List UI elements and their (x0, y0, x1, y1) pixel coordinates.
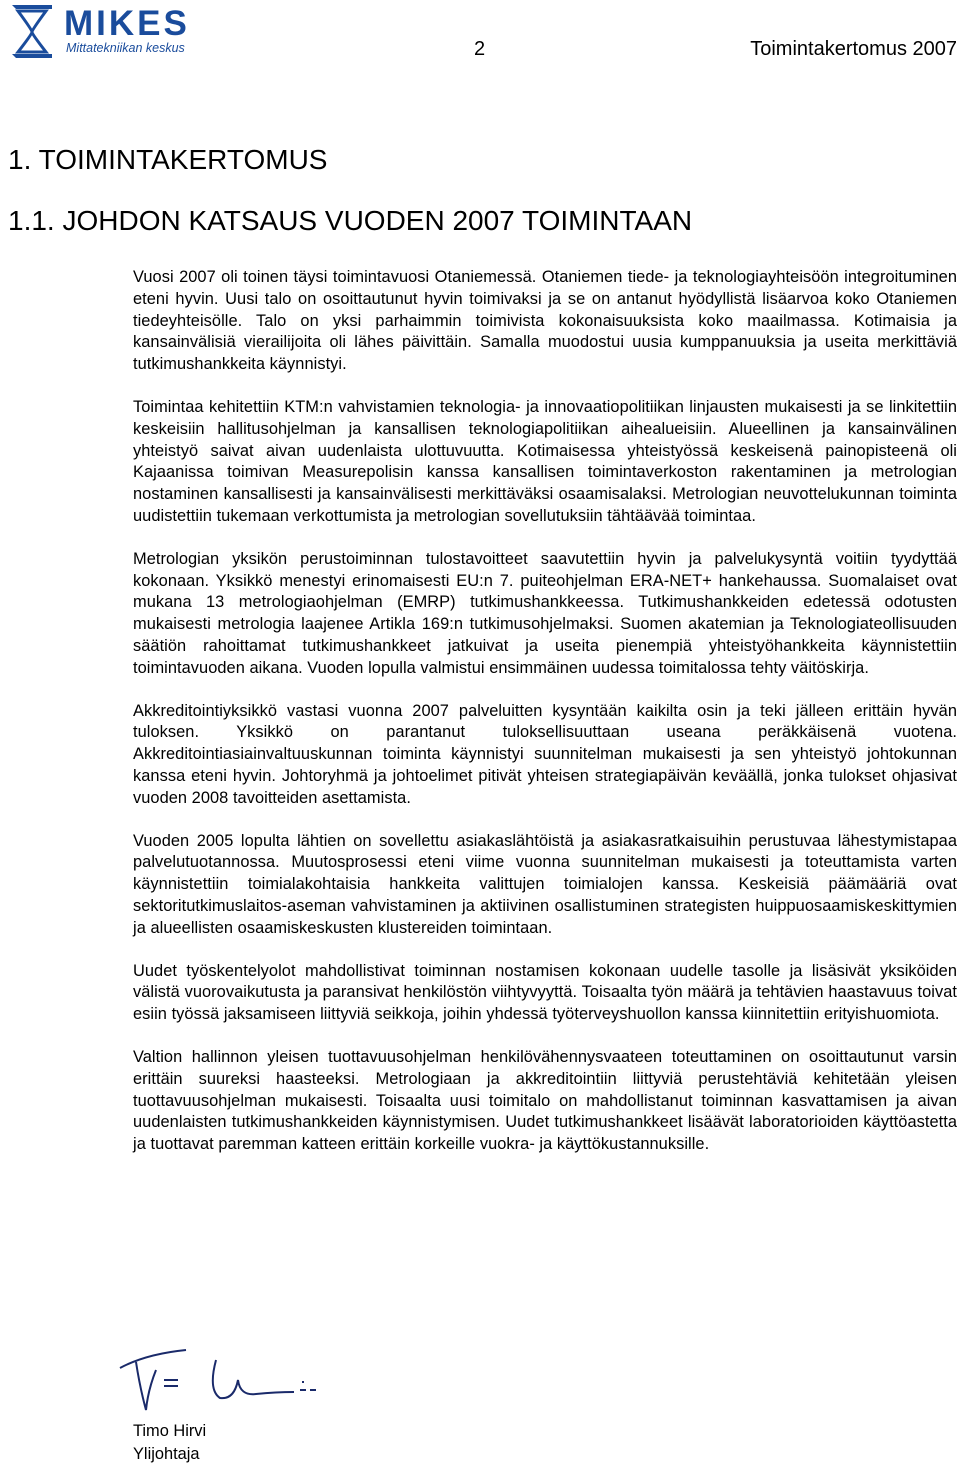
section-title: 1.1. JOHDON KATSAUS VUODEN 2007 TOIMINTAAN (8, 205, 693, 236)
paragraph: Vuoden 2005 lopulta lähtien on sovellettu asiakaslähtöistä ja asiakasratkaisuihin perustuvaa lähestymistapaa palvelutuotannossa. Muutosprosessi eteni viime vuonna suunnitelman mukaisesti ja toteuttamista varten käynnistettiin toimialakohtaisia hankkeita valittujen toimialojen kanssa. Keskeisiä päämääriä ovat sektoritutkimuslaitos-aseman vahvistaminen ja aktiivinen osallistuminen strategisten huippuosaamiskeskittymien ja alueellisten osaamiskeskusten klustereiden toimintaan. (133, 831, 957, 937)
signer-role: Ylijohtaja (133, 1445, 200, 1463)
running-title: Toimintakertomus 2007 (750, 38, 957, 60)
logo-wordmark: MIKES (64, 4, 190, 43)
page-number: 2 (474, 38, 486, 60)
paragraph: Uudet työskentelyolot mahdollistivat toiminnan nostamisen kokonaan uudelle tasolle ja lisäsivät yksiköiden välistä vuorovaikutusta ja paransivat henkilöstön viihtyvyyttä. Toisaalta työn määrä ja tehtävien haastavuus toivat esiin työssä jaksamiseen liittyviä seikkoja, joihin yhdessä työterveyshuollon kanssa kiinnitettiin erityishuomiota. (133, 961, 957, 1024)
paragraph: Vuosi 2007 oli toinen täysi toimintavuosi Otaniemessä. Otaniemen tiede- ja teknologiayhteisöön integroituminen eteni hyvin. Uusi talo on osoittautunut hyvin toimivaksi ja se on antanut hyödyllistä lisäarvoa koko Otaniemen tiedeyhteisölle. Talo on yksi parhaimmin toimivista kokonaisuuksista koko maailmassa. Kotimaisia ja kansainvälisiä vierailijoita oli lähes päivittäin. Samalla muodostui uusia kumppanuuksia ja useita merkittäviä tutkimushankkeita käynnistyi. (133, 268, 957, 374)
logo-subtitle: Mittatekniikan keskus (66, 41, 185, 55)
paragraph: Akkreditointiyksikkö vastasi vuonna 2007 palveluitten kysyntään kaikilta osin ja teki jälleen erittäin hyvän tuloksen. Yksikkö on parantanut tuloksellisuuttaan useana peräkkäisenä vuotena. Akkreditointiasiainvaltuuskunnan toiminta käynnistyi suunnitelman mukaisesti ja sen yhteistyö johtokunnan kanssa eteni hyvin. Johtoryhmä ja johtoelimet pitivät yhteisen strategiapäivän keväällä, jonka tulokset ohjasivat vuoden 2008 tavoitteiden asettamista. (133, 701, 957, 807)
body-text (133, 267, 957, 1177)
handwritten-signature (116, 1340, 326, 1420)
signer-block (133, 1420, 206, 1466)
chapter-title: 1. TOIMINTAKERTOMUS (8, 144, 328, 175)
paragraph: Toimintaa kehitettiin KTM:n vahvistamien teknologia- ja innovaatiopolitiikan linjausten mukaisesti ja se linkitettiin keskeisiin hallitusohjelman ja kansallisen teknologiapolitiikan aihealueisiin. Alueellinen ja kansainvälinen yhteistyö saivat aivan uudenlaista ulottuvuutta. Kotimaisessa yhteistyössä keskeisenä painopisteenä oli Kajaanissa toimivan Measurepolisin kanssa kansallisen toimintaverkoston rakentaminen ja metrologian nostaminen kansallisesti ja kansainvälisesti merkittäväksi osaamisalaksi. Metrologian neuvottelukunnan toiminta uudistettiin tukemaan verkottumista ja metrologian sovellutuksiin tähtäävää toimintaa. (133, 397, 957, 525)
signer-name: Timo Hirvi (133, 1422, 207, 1440)
paragraph: Metrologian yksikön perustoiminnan tulostavoitteet saavutettiin hyvin ja palvelukysyntä voitiin tyydyttää kokonaan. Yksikkö menestyi erinomaisesti EU:n 7. puiteohjelman ERA-NET+ hankehaussa. Suomalaiset ovat mukana 13 metrologiaohjelman (EMRP) tutkimushankkeessa. Tutkimushankkeiden edetessä odotusten mukaisesti metrologia laajenee Artikla 169:n tutkimusohjelmaksi. Suomen akatemian ja Teknologiateollisuuden säätiön rahoittamat tutkimushankkeet jatkuivat ja useita pienempiä yhteistyöhankkeita käynnistettiin toimintavuoden aikana. Vuoden lopulla valmistui ensimmäinen uudessa toimitalossa tehty väitöskirja. (133, 549, 957, 677)
page-header (0, 38, 960, 66)
paragraph: Valtion hallinnon yleisen tuottavuusohjelman henkilövähennysvaateen toteuttaminen on osoittautunut varsin erittäin suureksi haasteeksi. Metrologiaan ja akkreditointiin liittyviä perustehtäviä kehitetään yleisen tuottavuusohjelman mukaisesti. Toisaalta uusi toimitalo on mahdollistanut toiminnan kasvattamisen ja aivan uudenlaisten tutkimushankkeiden käynnistymisen. Uudet tutkimushankkeet lisäävät laboratorioiden käyttöastetta ja tuottavat paremman katteen erittäin korkeille vuokra- ja käyttökustannuksille. (133, 1047, 957, 1154)
